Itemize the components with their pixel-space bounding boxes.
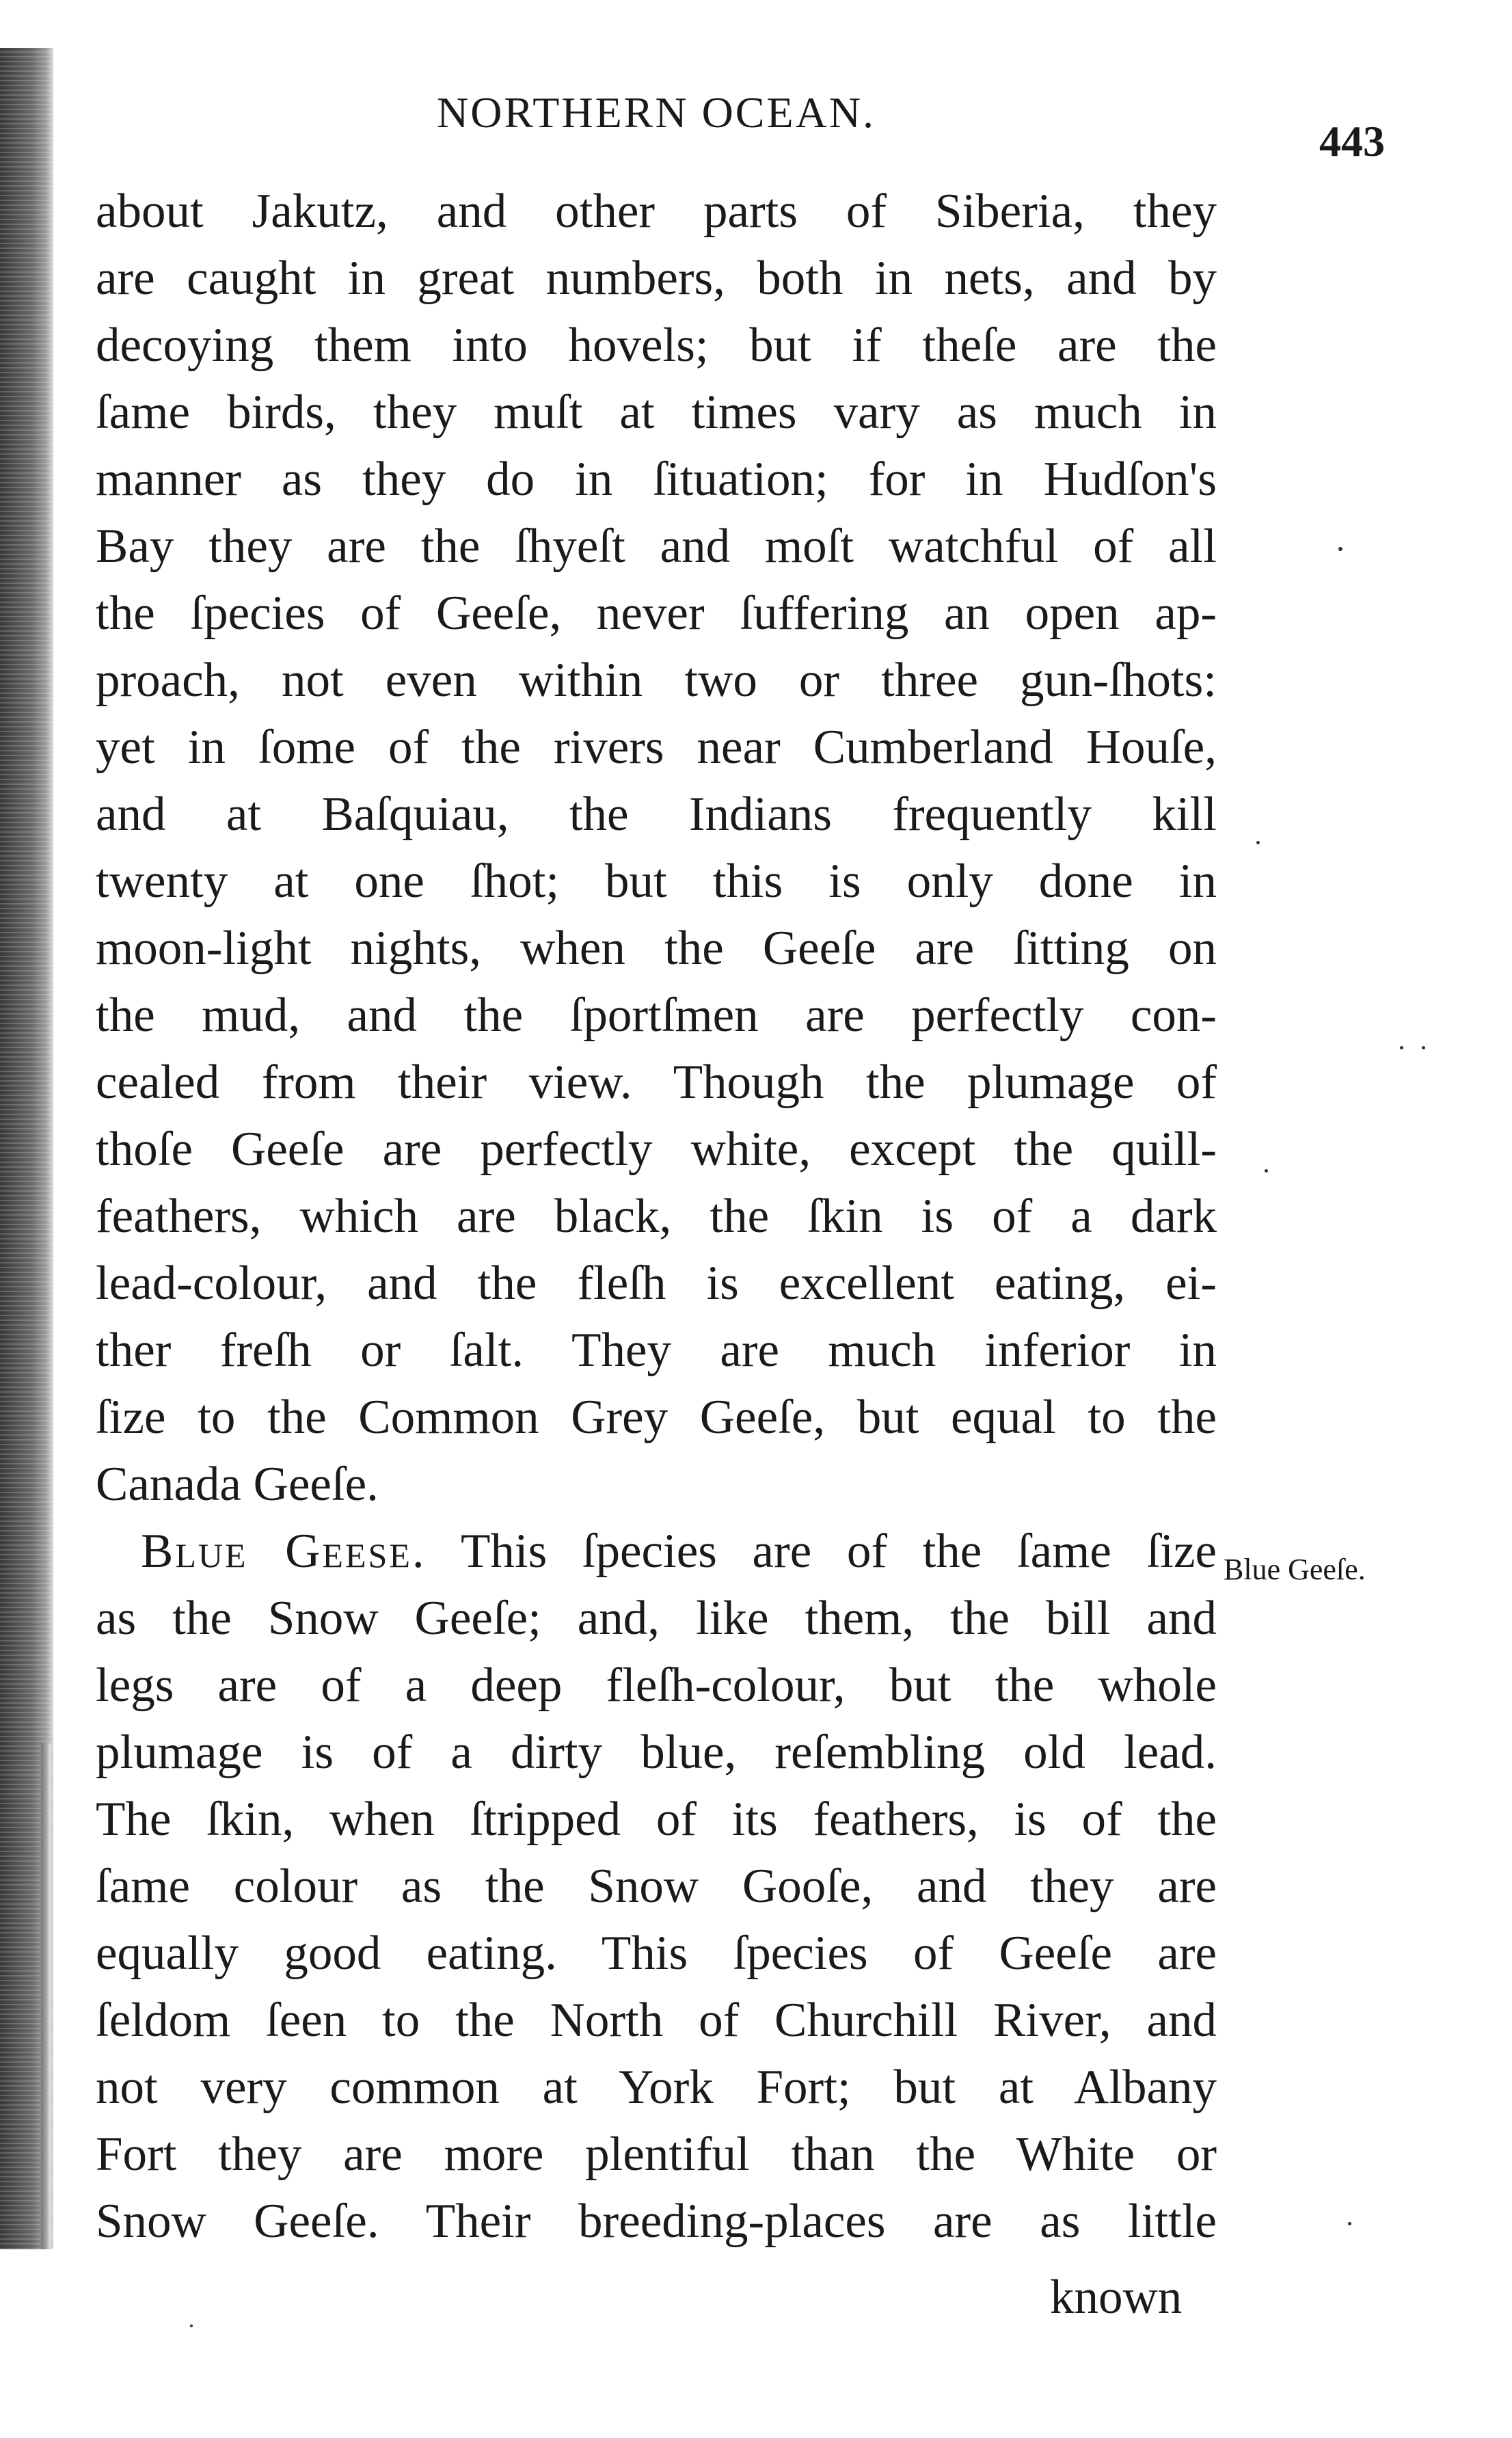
scan-speck [1400, 1046, 1403, 1049]
catchword: known [1050, 2270, 1183, 2324]
body-text [96, 178, 1217, 2255]
text-line: Snow Geeſe. Their breeding-places are as little [96, 2195, 1217, 2248]
text-line: as the Snow Geeſe; and, like them, the bill and [96, 1592, 1217, 1645]
text-line: the mud, and the ſportſmen are perfectly con- [96, 989, 1217, 1042]
text-line: not very common at York Fort; but at Albany [96, 2061, 1217, 2114]
text-line-first [96, 1518, 1217, 1585]
text-line: decoying them into hovels; but if theſe are the [96, 319, 1217, 372]
paragraph-1 [96, 178, 1217, 1518]
text-line: plumage is of a dirty blue, reſembling old lead. [96, 1726, 1217, 1779]
text-line: manner as they do in ſituation; for in Hudſon's [96, 453, 1217, 506]
text-line: equally good eating. This ſpecies of Geeſe are [96, 1927, 1217, 1980]
text-line: are caught in great numbers, both in nets, and by [96, 252, 1217, 305]
text-line: about Jakutz, and other parts of Siberia, they [96, 185, 1217, 238]
text-line: proach, not even within two or three gun-ſhots: [96, 654, 1217, 707]
text-line-rest: This ſpecies are of the ſame ſize [460, 1525, 1217, 1578]
text-line: The ſkin, when ſtripped of its feathers, is of the [96, 1793, 1217, 1846]
scan-speck [1256, 841, 1260, 844]
text-line: feathers, which are black, the ſkin is of a dark [96, 1190, 1217, 1243]
text-line: ſame colour as the Snow Gooſe, and they are [96, 1860, 1217, 1913]
scan-speck [190, 2325, 193, 2327]
text-line: Fort they are more plentiful than the White or [96, 2128, 1217, 2181]
text-line: moon-light nights, when the Geeſe are ſitting on [96, 922, 1217, 975]
text-line: thoſe Geeſe are perfectly white, except the quill- [96, 1123, 1217, 1176]
scan-speck [1422, 1046, 1425, 1049]
text-line: yet in ſome of the rivers near Cumberland Houſe, [96, 721, 1217, 774]
scan-speck [1265, 1169, 1268, 1173]
text-line: ſeldom ſeen to the North of Churchill River, and [96, 1994, 1217, 2047]
paragraph-heading: Blue Geese. [141, 1525, 427, 1578]
text-line: ſame birds, they muſt at times vary as much in [96, 386, 1217, 439]
text-line: Bay they are the ſhyeſt and moſt watchful of all [96, 520, 1217, 573]
text-line: Canada Geeſe. [96, 1458, 379, 1511]
scan-speck [1338, 547, 1342, 551]
text-line: ther freſh or ſalt. They are much inferior in [96, 1324, 1217, 1377]
text-line: ſize to the Common Grey Geeſe, but equal to the [96, 1391, 1217, 1444]
running-head: NORTHERN OCEAN. [436, 88, 876, 137]
text-line: and at Baſquiau, the Indians frequently kill [96, 788, 1217, 841]
scan-binding-edge-lower [41, 1743, 51, 2249]
text-line: the ſpecies of Geeſe, never ſuffering an open ap- [96, 587, 1217, 640]
text-line: lead-colour, and the fleſh is excellent eating, ei- [96, 1257, 1217, 1310]
page-number: 443 [1319, 117, 1385, 165]
paragraph-2 [96, 1518, 1217, 2255]
text-line: cealed from their view. Though the plumage of [96, 1056, 1217, 1109]
scan-speck [1348, 2222, 1351, 2225]
text-line: legs are of a deep fleſh-colour, but the whole [96, 1659, 1217, 1712]
text-line: twenty at one ſhot; but this is only done in [96, 855, 1217, 908]
marginal-note: Blue Geeſe. [1224, 1553, 1366, 1586]
